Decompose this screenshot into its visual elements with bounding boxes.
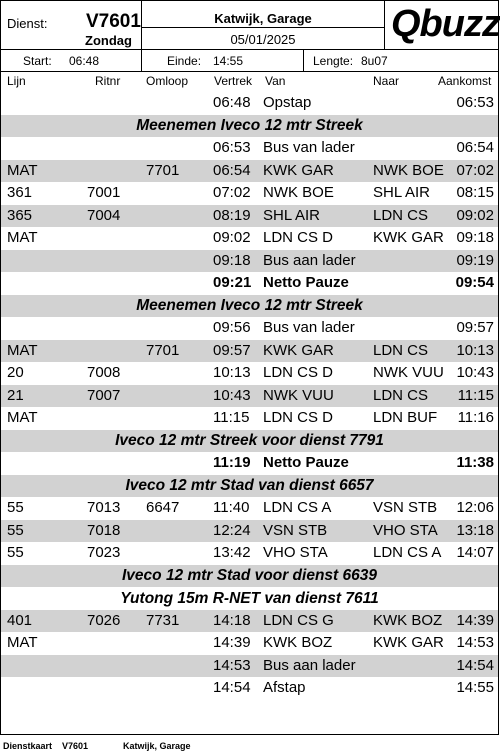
trip-row: [1, 610, 498, 633]
cell-vertrek: 09:02: [213, 229, 251, 246]
location-title: Katwijk, Garage: [214, 11, 312, 26]
cell-vertrek: 11:19: [213, 454, 251, 471]
lengte-value: 8u07: [361, 54, 388, 68]
cell-van: NWK BOE: [263, 184, 334, 201]
cell-lijn: 365: [7, 206, 33, 224]
schedule-rows: [1, 92, 498, 700]
header-top-rule: [1, 0, 498, 1]
cell-aankomst: 13:18: [456, 521, 494, 539]
cell-vertrek: 10:13: [213, 364, 251, 381]
trip-row: [1, 182, 498, 205]
cell-van: KWK BOZ: [263, 634, 333, 651]
cell-aankomst: 09:02: [456, 206, 494, 224]
cell-lijn: MAT: [7, 161, 38, 179]
cell-vertrek: 07:02: [213, 184, 251, 201]
trip-row: [1, 520, 498, 543]
trip-row: [1, 677, 498, 700]
trip-row: [1, 250, 498, 273]
cell-van: Afstap: [263, 679, 306, 696]
cell-aankomst: 09:57: [456, 319, 494, 336]
date-value: 05/01/2025: [230, 32, 296, 47]
cell-naar: NWK BOE: [373, 161, 444, 179]
cell-vertrek: 14:54: [213, 679, 251, 696]
cell-lijn: MAT: [7, 341, 38, 359]
cell-aankomst: 10:43: [456, 364, 494, 381]
location-date-rule: [142, 27, 384, 28]
cell-vertrek: 14:18: [213, 611, 251, 629]
trip-row: [1, 340, 498, 363]
trip-row: [1, 317, 498, 340]
cell-vertrek: 11:15: [213, 409, 250, 426]
cell-ritnr: 7013: [87, 499, 121, 516]
col-vertrek: Vertrek: [214, 74, 253, 88]
trip-row: [1, 497, 498, 520]
section-row: [1, 430, 498, 453]
day-label: Zondag: [85, 33, 132, 48]
section-row: [1, 565, 498, 588]
cell-naar: KWK GAR: [373, 229, 444, 246]
section-title: Yutong 15m R-NET van dienst 7611: [120, 589, 379, 607]
trip-row: [1, 385, 498, 408]
column-header-row: [1, 72, 498, 92]
col-van: Van: [265, 74, 286, 88]
cell-naar: LDN CS: [373, 206, 429, 224]
cell-lijn: 55: [7, 499, 24, 516]
cell-naar: SHL AIR: [373, 184, 430, 201]
cell-vertrek: 06:48: [213, 94, 251, 111]
cell-van: Netto Pauze: [263, 274, 349, 291]
trip-row: [1, 160, 498, 183]
cell-naar: KWK BOZ: [373, 611, 443, 629]
col-lijn: Lijn: [7, 74, 26, 88]
cell-vertrek: 10:43: [213, 386, 251, 404]
cell-aankomst: 10:13: [456, 341, 494, 359]
cell-van: SHL AIR: [263, 206, 320, 224]
section-title: Iveco 12 mtr Stad van dienst 6657: [125, 477, 374, 494]
cell-lijn: 361: [7, 184, 33, 201]
cell-aankomst: 14:07: [456, 544, 494, 561]
cell-aankomst: 09:19: [456, 251, 494, 269]
cell-vertrek: 12:24: [213, 521, 251, 539]
cell-naar: VSN STB: [373, 499, 438, 516]
cell-aankomst: 09:54: [455, 274, 494, 291]
cell-van: Bus van lader: [263, 319, 355, 336]
cell-lijn: 401: [7, 611, 33, 629]
header-mid-rule: [1, 49, 498, 50]
cell-aankomst: 14:53: [456, 634, 494, 651]
cell-ritnr: 7004: [87, 206, 121, 224]
section-row: [1, 587, 498, 610]
cell-aankomst: 07:02: [456, 161, 494, 179]
trip-row: [1, 205, 498, 228]
trip-row: [1, 407, 498, 430]
cell-van: Opstap: [263, 94, 312, 111]
cell-van: Netto Pauze: [263, 454, 349, 471]
trip-row: [1, 452, 498, 475]
cell-van: Bus aan lader: [263, 656, 356, 674]
footer-title: Dienstkaart: [3, 741, 53, 751]
trip-row: [1, 655, 498, 678]
trip-row: [1, 542, 498, 565]
footer-location: Katwijk, Garage: [123, 741, 191, 751]
section-title: Iveco 12 mtr Stad voor dienst 6639: [122, 567, 377, 584]
cell-ritnr: 7023: [87, 544, 121, 561]
cell-omloop: 7731: [146, 611, 180, 629]
section-title: Meenemen Iveco 12 mtr Streek: [136, 117, 363, 134]
cell-van: Bus van lader: [263, 139, 355, 156]
dienst-number: V7601: [86, 11, 141, 32]
trip-row: [1, 362, 498, 385]
section-title: Meenemen Iveco 12 mtr Streek: [136, 297, 363, 314]
cell-vertrek: 09:21: [213, 274, 252, 291]
start-value: 06:48: [69, 54, 100, 68]
header-divider-2: [384, 0, 385, 49]
section-row: [1, 115, 498, 138]
cell-aankomst: 11:15: [457, 386, 494, 404]
cell-vertrek: 09:18: [213, 251, 251, 269]
cell-naar: NWK VUU: [373, 364, 444, 381]
cell-van: KWK GAR: [263, 341, 334, 359]
cell-lijn: 20: [7, 364, 24, 381]
cell-vertrek: 06:54: [213, 161, 251, 179]
cell-lijn: 55: [7, 521, 24, 539]
trip-row: [1, 137, 498, 160]
cell-vertrek: 14:53: [213, 656, 251, 674]
cell-van: VHO STA: [263, 544, 328, 561]
cell-omloop: 6647: [146, 499, 180, 516]
einde-value: 14:55: [213, 54, 244, 68]
section-title: Iveco 12 mtr Streek voor dienst 7791: [115, 432, 384, 449]
cell-vertrek: 06:53: [213, 139, 251, 156]
cell-aankomst: 12:06: [456, 499, 494, 516]
cell-vertrek: 14:39: [213, 634, 251, 651]
cell-van: NWK VUU: [263, 386, 334, 404]
section-row: [1, 475, 498, 498]
cell-ritnr: 7026: [87, 611, 121, 629]
cell-naar: LDN CS: [373, 341, 429, 359]
cell-ritnr: 7007: [87, 386, 121, 404]
qbuzz-logo: Qbuzz: [391, 3, 500, 45]
cell-aankomst: 11:16: [457, 409, 494, 426]
start-label: Start:: [23, 54, 52, 68]
cell-naar: LDN CS A: [373, 544, 442, 561]
header-box: [0, 0, 499, 72]
cell-van: Bus aan lader: [263, 251, 356, 269]
cell-aankomst: 09:18: [456, 229, 494, 246]
cell-lijn: MAT: [7, 409, 38, 426]
cell-vertrek: 09:57: [213, 341, 251, 359]
cell-aankomst: 06:54: [456, 139, 494, 156]
cell-van: LDN CS D: [263, 229, 334, 246]
cell-van: LDN CS D: [263, 409, 334, 426]
header-divider-4: [303, 49, 304, 71]
cell-aankomst: 14:54: [456, 656, 494, 674]
cell-ritnr: 7001: [87, 184, 121, 201]
cell-aankomst: 06:53: [456, 94, 494, 111]
col-naar: Naar: [373, 74, 400, 88]
cell-van: LDN CS G: [263, 611, 334, 629]
cell-omloop: 7701: [146, 161, 180, 179]
cell-aankomst: 14:55: [456, 679, 494, 696]
footer-dienst: V7601: [62, 741, 89, 751]
cell-van: LDN CS A: [263, 499, 332, 516]
cell-naar: VHO STA: [373, 521, 438, 539]
cell-vertrek: 13:42: [213, 544, 251, 561]
cell-naar: KWK GAR: [373, 634, 444, 651]
section-row: [1, 295, 498, 318]
cell-aankomst: 14:39: [456, 611, 494, 629]
dienst-label: Dienst:: [7, 16, 48, 31]
col-aankomst: Aankomst: [438, 74, 492, 88]
cell-lijn: MAT: [7, 634, 38, 651]
cell-van: KWK GAR: [263, 161, 334, 179]
cell-aankomst: 08:15: [456, 184, 494, 201]
cell-omloop: 7701: [146, 341, 180, 359]
cell-vertrek: 08:19: [213, 206, 251, 224]
cell-lijn: MAT: [7, 229, 38, 246]
col-ritnr: Ritnr: [95, 74, 121, 88]
cell-ritnr: 7008: [87, 364, 121, 381]
cell-vertrek: 11:40: [213, 499, 250, 516]
cell-vertrek: 09:56: [213, 319, 251, 336]
cell-aankomst: 11:38: [456, 454, 494, 471]
trip-row: [1, 272, 498, 295]
lengte-label: Lengte:: [313, 54, 354, 68]
cell-van: VSN STB: [263, 521, 328, 539]
cell-lijn: 21: [7, 386, 24, 404]
col-omloop: Omloop: [146, 74, 189, 88]
cell-naar: LDN CS: [373, 386, 429, 404]
cell-lijn: 55: [7, 544, 24, 561]
schedule-table: [0, 72, 499, 735]
cell-van: LDN CS D: [263, 364, 334, 381]
cell-ritnr: 7018: [87, 521, 121, 539]
trip-row: [1, 92, 498, 115]
cell-naar: LDN BUF: [373, 409, 438, 426]
trip-row: [1, 632, 498, 655]
trip-row: [1, 227, 498, 250]
header-divider-3: [141, 49, 142, 71]
einde-label: Einde:: [167, 54, 202, 68]
